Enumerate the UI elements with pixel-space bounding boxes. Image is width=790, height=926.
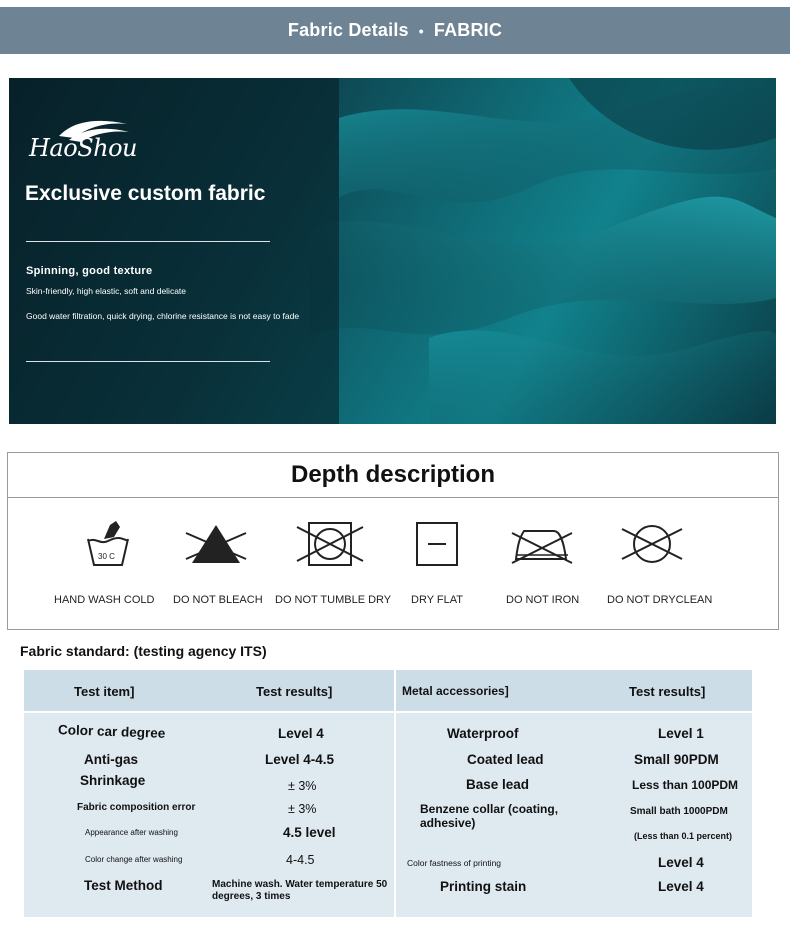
- hero-title: Exclusive custom fabric: [25, 182, 266, 205]
- care-label-hand-wash: HAND WASH COLD: [54, 594, 155, 606]
- care-item-no-iron: [482, 519, 602, 569]
- row-item-shrinkage: Shrinkage: [80, 773, 146, 788]
- row-result-benzene-collar: Small bath 1000PDM: [630, 806, 728, 817]
- row-result-shrinkage: ± 3%: [288, 779, 317, 793]
- row-result-test-method-line1: Machine wash. Water temperature 50: [212, 879, 388, 890]
- hero-desc-2: Good water filtration, quick drying, chlorine resistance is not easy to fade: [26, 311, 300, 321]
- header-metal-accessories: Metal accessories]: [402, 684, 509, 698]
- care-item-no-dryclean: [592, 519, 712, 569]
- row-result-printing-stain: Level 4: [658, 879, 704, 894]
- hero-divider-bottom: [26, 361, 270, 362]
- hand-wash-icon: [84, 519, 132, 569]
- row-item-print-fastness: Color fastness of printing: [407, 858, 502, 868]
- row-item-printing-stain: Printing stain: [440, 879, 527, 894]
- table-header-divider: [24, 711, 752, 713]
- row-item-color-car-degree: Color car degree: [57, 722, 166, 741]
- row-item-coated-lead: Coated lead: [467, 752, 544, 767]
- row-item-test-method: Test Method: [84, 878, 163, 893]
- header-bar: [0, 7, 790, 54]
- row-result-color-change: 4-4.5: [286, 853, 315, 867]
- no-bleach-icon: [184, 519, 248, 569]
- row-result-base-lead: Less than 100PDM: [632, 778, 739, 792]
- row-result-print-fastness: Level 4: [658, 855, 704, 870]
- care-label-dry-flat: DRY FLAT: [411, 594, 463, 606]
- care-item-dry-flat: [377, 519, 497, 569]
- care-label-no-iron: DO NOT IRON: [506, 594, 580, 606]
- row-result-anti-gas: Level 4-4.5: [265, 752, 335, 767]
- care-label-no-tumble-dry: DO NOT TUMBLE DRY: [275, 594, 392, 606]
- row-item-composition-error: Fabric composition error: [77, 802, 196, 813]
- row-item-color-change: Color change after washing: [85, 855, 183, 864]
- care-instructions-panel: [7, 452, 779, 630]
- hero-desc-1: Skin-friendly, high elastic, soft and delicate: [26, 286, 187, 296]
- row-item-appearance-after-washing: Appearance after washing: [85, 828, 178, 837]
- hero-divider-top: [26, 241, 270, 242]
- no-iron-icon: [510, 519, 574, 569]
- dry-flat-icon: [414, 519, 460, 569]
- header-test-results-right: Test results]: [629, 684, 706, 699]
- row-item-anti-gas: Anti-gas: [84, 752, 138, 767]
- no-dryclean-icon: [620, 519, 684, 569]
- hero-banner: [9, 78, 776, 424]
- row-item-benzene-collar-line2: adhesive): [420, 816, 476, 830]
- row-result-coated-lead: Small 90PDM: [634, 752, 719, 767]
- care-label-no-bleach: DO NOT BLEACH: [173, 594, 263, 606]
- row-result-composition-error: ± 3%: [288, 802, 317, 816]
- header-test-item: Test item]: [74, 684, 135, 699]
- no-tumble-dry-icon: [295, 519, 365, 569]
- hero-subtitle: Spinning, good texture: [26, 265, 153, 277]
- fabric-standard-title: Fabric standard: (testing agency ITS): [20, 643, 267, 659]
- care-item-no-bleach: [156, 519, 276, 569]
- row-result-benzene-note: (Less than 0.1 percent): [634, 831, 733, 841]
- depth-title: Depth description: [8, 453, 778, 498]
- header-separator: •: [418, 22, 424, 39]
- care-item-hand-wash: [48, 519, 168, 569]
- hand-wash-temp: 30 C: [98, 552, 115, 561]
- brand-logo-text: HaoShou: [29, 134, 137, 162]
- header-test-results: Test results]: [256, 684, 333, 699]
- care-label-no-dryclean: DO NOT DRYCLEAN: [607, 594, 713, 606]
- row-result-test-method-line2: degrees, 3 times: [212, 891, 291, 902]
- test-results-table: [24, 670, 752, 917]
- header-subtitle: FABRIC: [433, 20, 503, 40]
- row-result-waterproof: Level 1: [658, 726, 704, 741]
- header-title: Fabric Details: [287, 20, 409, 40]
- row-item-waterproof: Waterproof: [447, 726, 519, 741]
- row-item-benzene-collar-line1: Benzene collar (coating,: [420, 802, 559, 816]
- row-item-base-lead: Base lead: [466, 777, 530, 792]
- table-column-divider: [394, 670, 396, 917]
- care-item-no-tumble-dry: [270, 519, 390, 569]
- row-result-color-car-degree: Level 4: [278, 726, 324, 741]
- row-result-appearance-after-washing: 4.5 level: [283, 825, 336, 840]
